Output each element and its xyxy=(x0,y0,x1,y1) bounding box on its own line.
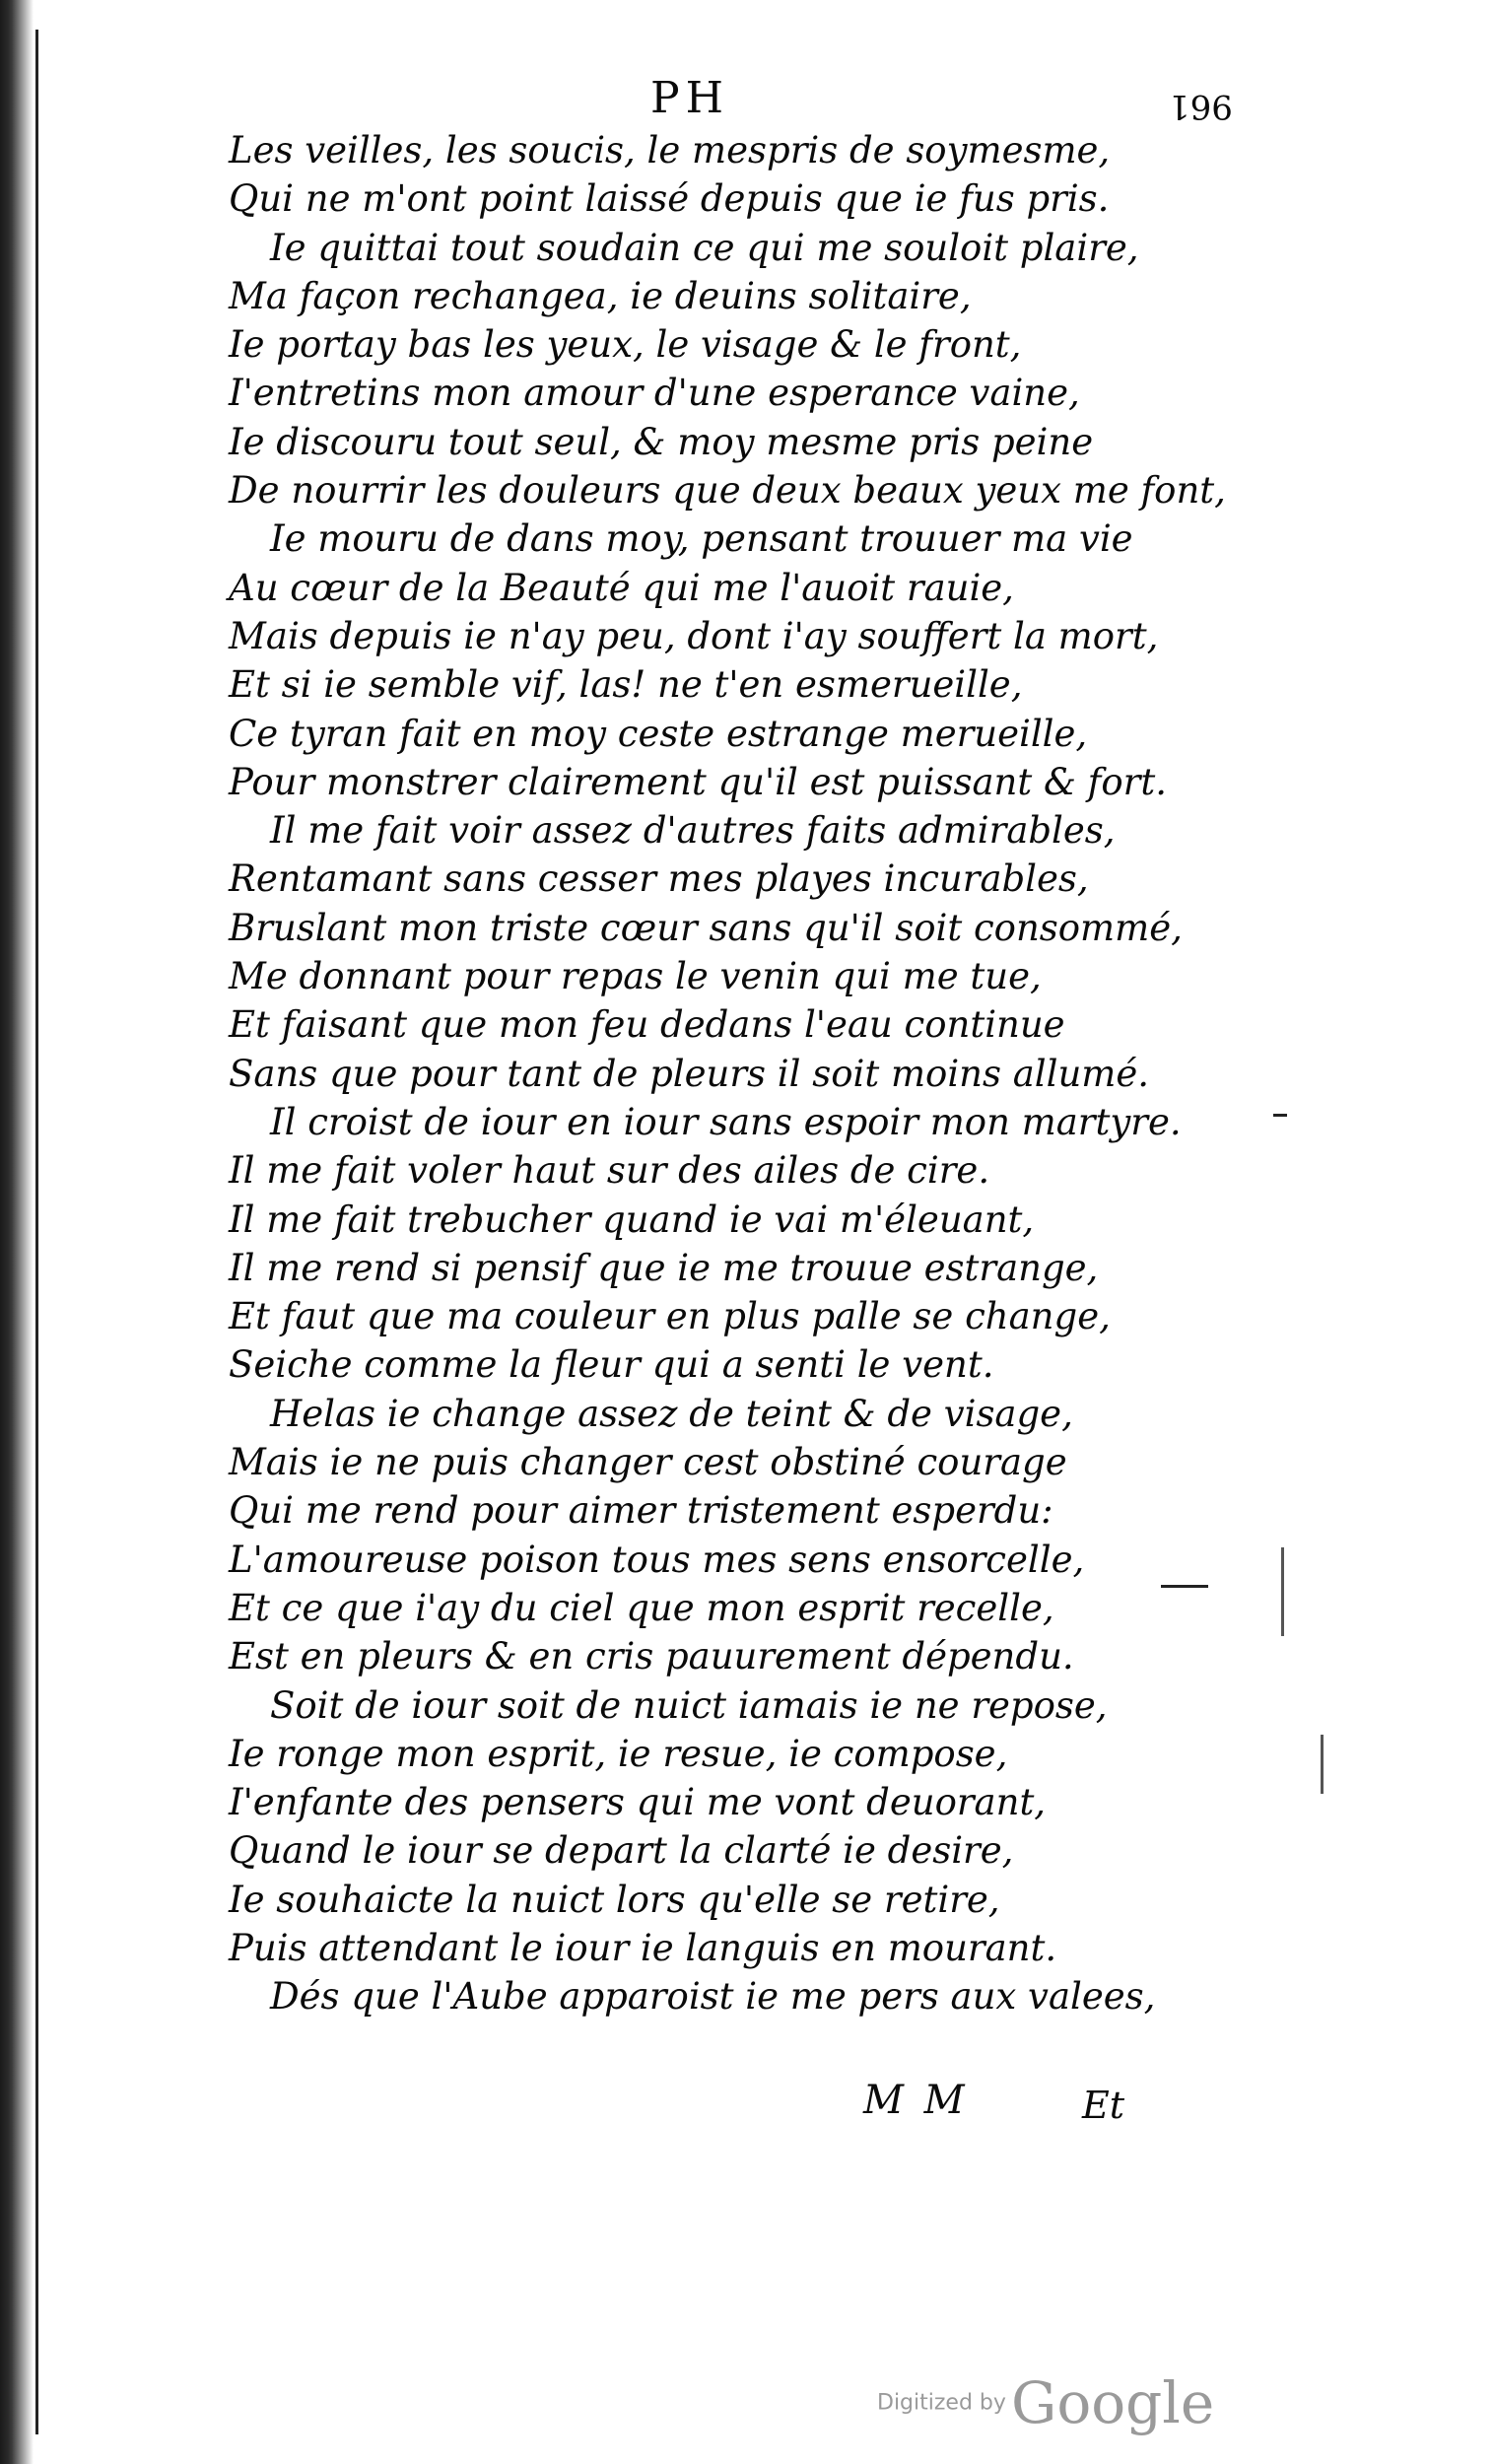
poem-text xyxy=(229,126,1226,2021)
poem-line: Rentamant sans cesser mes playes incurables, xyxy=(229,857,1089,901)
poem-line: Seiche comme la fleur qui a senti le vent. xyxy=(229,1343,994,1387)
poem-line: Et si ie semble vif, las! ne t'en esmerueille, xyxy=(229,663,1023,707)
poem-line: Puis attendant le iour ie languis en mourant. xyxy=(229,1926,1057,1969)
page-margin-rule xyxy=(35,30,38,2434)
poem-line: Il me fait voler haut sur des ailes de cire. xyxy=(229,1149,990,1193)
running-header: PH xyxy=(650,73,729,123)
poem-line: Ie ronge mon esprit, ie resue, ie compose, xyxy=(229,1732,1008,1775)
poem-line: Soit de iour soit de nuict iamais ie ne repose, xyxy=(270,1683,1108,1727)
poem-line: Dés que l'Aube apparoist ie me pers aux valees, xyxy=(270,1975,1156,2019)
digitized-watermark xyxy=(877,2369,1214,2436)
poem-line: Mais depuis ie n'ay peu, dont i'ay souffert la mort, xyxy=(229,614,1159,657)
page-binding-edge xyxy=(0,0,34,2464)
poem-line: Ie souhaicte la nuict lors qu'elle se retire, xyxy=(229,1878,1000,1921)
watermark-logo-text: Google xyxy=(1011,2369,1215,2436)
poem-line: I'entretins mon amour d'une esperance vaine, xyxy=(229,372,1080,415)
margin-mark xyxy=(1321,1735,1324,1794)
poem-line: Il me fait voir assez d'autres faits admirables, xyxy=(270,809,1116,853)
poem-line: De nourrir les douleurs que deux beaux yeux me font, xyxy=(229,469,1226,513)
poem-line: Est en pleurs & en cris pauurement dépendu. xyxy=(229,1635,1074,1678)
poem-line: Me donnant pour repas le venin qui me tue, xyxy=(229,955,1042,998)
poem-line: Ce tyran fait en moy ceste estrange merueille, xyxy=(229,712,1088,755)
poem-line: Il croist de iour en iour sans espoir mon martyre. xyxy=(270,1100,1182,1143)
poem-line: Il me fait trebucher quand ie vai m'éleuant, xyxy=(229,1198,1035,1241)
poem-line: Ie quittai tout soudain ce qui me souloit plaire, xyxy=(270,226,1139,269)
poem-line: Qui ne m'ont point laissé depuis que ie fus pris. xyxy=(229,177,1110,221)
poem-line: Mais ie ne puis changer cest obstiné courage xyxy=(229,1441,1067,1484)
poem-line: Et faisant que mon feu dedans l'eau continue xyxy=(229,1003,1065,1047)
poem-line: Il me rend si pensif que ie me trouue estrange, xyxy=(229,1246,1099,1289)
page-number: 961 xyxy=(1169,87,1233,126)
signature-mark: M M xyxy=(863,2078,969,2123)
margin-mark xyxy=(1273,1114,1287,1117)
poem-line: Et ce que i'ay du ciel que mon esprit recelle, xyxy=(229,1586,1054,1629)
poem-line: Helas ie change assez de teint & de visage, xyxy=(270,1392,1073,1435)
poem-line: Les veilles, les soucis, le mespris de soymesme, xyxy=(229,129,1111,171)
poem-line: Bruslant mon triste cœur sans qu'il soit consommé, xyxy=(229,906,1183,949)
poem-line: L'amoureuse poison tous mes sens ensorcelle, xyxy=(229,1538,1085,1581)
poem-line: Ie mouru de dans moy, pensant trouuer ma vie xyxy=(270,517,1133,561)
poem-line: I'enfante des pensers qui me vont deuorant, xyxy=(229,1781,1047,1824)
poem-line: Sans que pour tant de pleurs il soit moins allumé. xyxy=(229,1052,1150,1095)
poem-line: Qui me rend pour aimer tristement esperdu: xyxy=(229,1489,1053,1533)
margin-mark xyxy=(1161,1585,1208,1588)
poem-line: Et faut que ma couleur en plus palle se change, xyxy=(229,1295,1111,1338)
catchword: Et xyxy=(1082,2084,1125,2127)
poem-line: Ie discouru tout seul, & moy mesme pris peine xyxy=(229,420,1094,463)
poem-line: Quand le iour se depart la clarté ie desire, xyxy=(229,1829,1014,1873)
poem-line: Pour monstrer clairement qu'il est puissant & fort. xyxy=(229,760,1167,803)
margin-mark xyxy=(1281,1547,1284,1636)
poem-line: Ma façon rechangea, ie deuins solitaire, xyxy=(229,274,972,317)
poem-line: Ie portay bas les yeux, le visage & le front, xyxy=(229,323,1022,367)
watermark-small-text: Digitized by xyxy=(877,2390,1006,2416)
poem-line: Au cœur de la Beauté qui me l'auoit rauie, xyxy=(229,566,1014,609)
